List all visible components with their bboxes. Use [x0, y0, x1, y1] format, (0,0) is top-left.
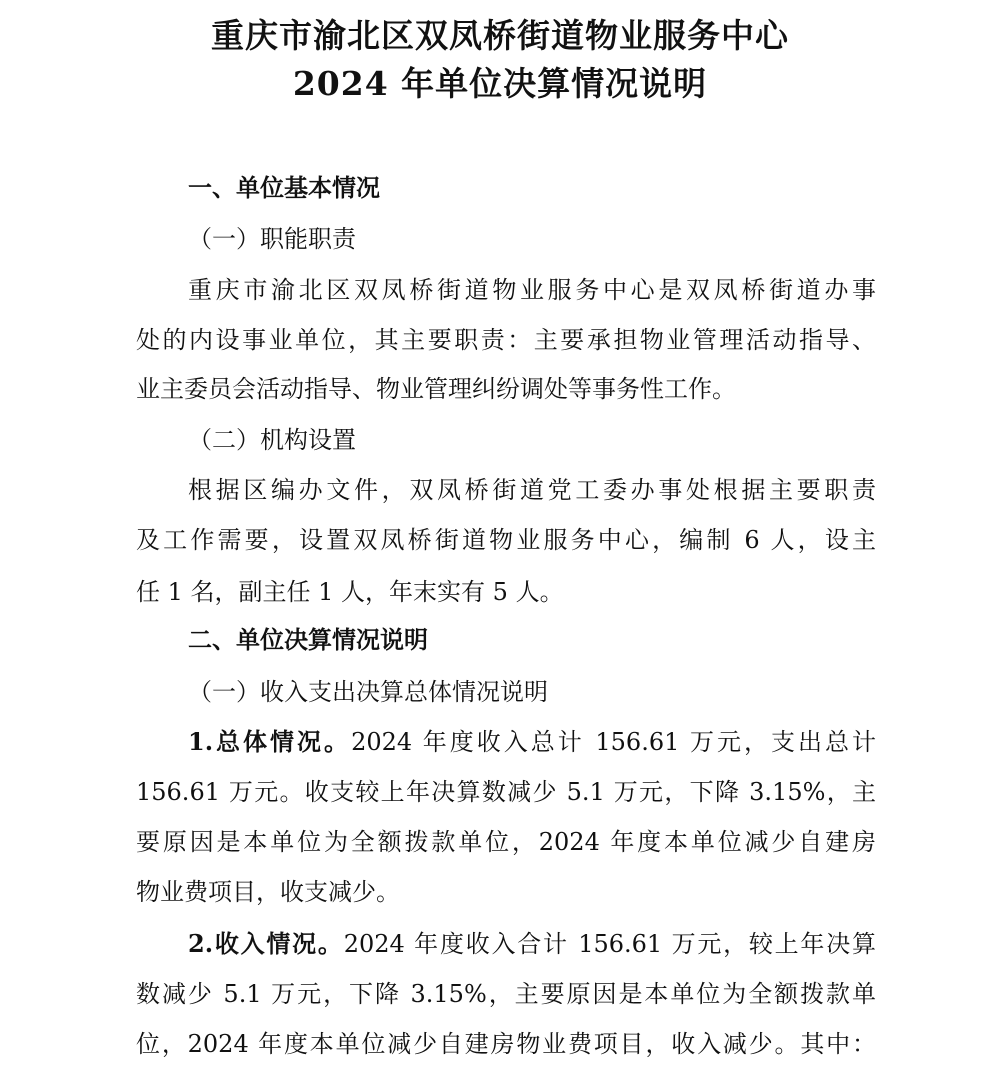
- subsection-heading-duties: （一）职能职责: [188, 225, 356, 253]
- document-title-line-2: 2024 年单位决算情况说明: [292, 64, 708, 103]
- paragraph-line: [188, 716, 876, 768]
- item-lead-income: 2.收入情况。: [188, 929, 344, 958]
- paragraph-line: 要原因是本单位为全额拨款单位，2024 年度本单位减少自建房: [136, 828, 876, 856]
- paragraph-line: [188, 918, 876, 970]
- paragraph-line: 根据区编办文件，双凤桥街道党工委办事处根据主要职责: [188, 476, 876, 504]
- paragraph-line: 位，2024 年度本单位减少自建房物业费项目，收入减少。其中：: [136, 1030, 876, 1058]
- paragraph-line: 物业费项目，收支减少。: [136, 878, 400, 906]
- paragraph-line: 数减少 5.1 万元，下降 3.15%，主要原因是本单位为全额拨款单: [136, 980, 876, 1008]
- item-text: 2024 年度收入合计 156.61 万元，较上年决算: [343, 930, 876, 958]
- subsection-heading-organization: （二）机构设置: [188, 426, 356, 454]
- section-heading-final-accounts: 二、单位决算情况说明: [188, 625, 428, 654]
- document-title-line-1: 重庆市渝北区双凤桥街道物业服务中心: [211, 16, 789, 55]
- subsection-heading-income-expense: （一）收入支出决算总体情况说明: [188, 678, 548, 706]
- paragraph-line: 任 1 名，副主任 1 人，年末实有 5 人。: [136, 578, 564, 606]
- paragraph-line: 处的内设事业单位，其主要职责：主要承担物业管理活动指导、: [136, 326, 876, 354]
- paragraph-line: 业主委员会活动指导、物业管理纠纷调处等事务性工作。: [136, 375, 736, 403]
- item-text: 2024 年度收入总计 156.61 万元，支出总计: [351, 728, 876, 756]
- section-heading-basic-info: 一、单位基本情况: [188, 173, 380, 202]
- paragraph-line: 重庆市渝北区双凤桥街道物业服务中心是双凤桥街道办事: [188, 276, 876, 304]
- paragraph-line: 156.61 万元。收支较上年决算数减少 5.1 万元，下降 3.15%，主: [136, 778, 876, 806]
- paragraph-line: 及工作需要，设置双凤桥街道物业服务中心，编制 6 人，设主: [136, 526, 876, 554]
- item-lead-overall: 1.总体情况。: [188, 727, 352, 756]
